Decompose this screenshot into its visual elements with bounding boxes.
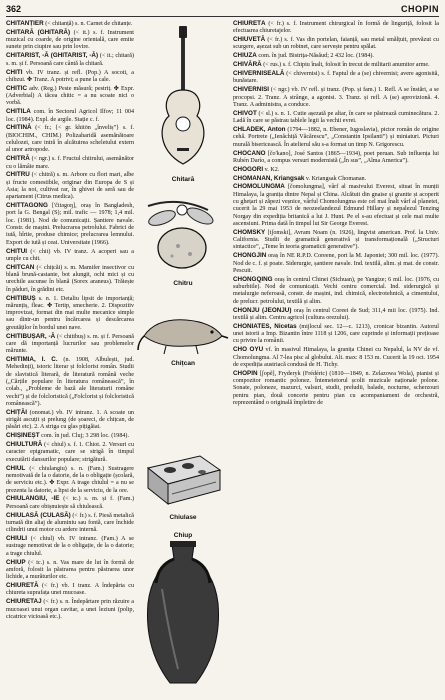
entry-definition: (< chitră) s. m. Arbore cu flori mari, albe și fructe comestibile, originar din Europa de S și Asia; la noi, cultivat rar, în ghivei de seră sau de apartament (Citrus medica). bbox=[6, 172, 134, 201]
entry-headword: CHONGQING bbox=[233, 275, 273, 283]
entry-headword: CHONJU (JEONJU) bbox=[233, 306, 292, 314]
entry-definition: (< rus.) s. f. Chipiu înalt, folosit în trecut de militarii anumitor arme. bbox=[263, 62, 430, 69]
dictionary-entry bbox=[233, 52, 439, 60]
dictionary-entry bbox=[233, 20, 439, 36]
entry-headword: CHITILA bbox=[6, 108, 31, 116]
entry-headword: CHIȘINEȘT bbox=[6, 432, 40, 440]
entry-headword: CHITRĂ bbox=[6, 155, 30, 163]
dictionary-entry bbox=[233, 110, 439, 126]
entry-headword: CHITCAN bbox=[6, 263, 35, 271]
entry-headword: CHITIC bbox=[6, 84, 27, 92]
entry-headword: CHITIBUȘ bbox=[6, 294, 36, 302]
entry-definition: [tʃomski], Avram Noam (n. 1926), lingvist american. Prof. la Univ. California. Studii de gramatică generativă și transformațională („Structuri sintactice”, „Teme în teoria gramaticii generative”). bbox=[233, 229, 439, 251]
entry-definition: vf. în masivul Himalaya, la granița Chinei cu Nepalul, la NV de vf. Chomolungma. Al 7-lea pisc al globului. Alt. max: 8 153 m. Cucerit la 19 oct. 1954 de expediția austriacă condusă de H. Tichy. bbox=[233, 347, 439, 368]
dictionary-entry bbox=[6, 29, 134, 52]
entry-headword: CHIȚĂI bbox=[6, 408, 27, 416]
entry-definition: com. în Sectorul Agricol Ilfov; 11 004 loc. (1984). Expl. de argile. Stație c. f. bbox=[6, 109, 134, 123]
entry-definition: (< sl.) s. n. 1. Cutie așezată pe altar, în care se păstrează cuminecătura. 2. Ladă în care se păstrau tablele legii la vechii evrei. bbox=[233, 110, 439, 125]
right-column bbox=[233, 20, 439, 695]
dictionary-entry bbox=[6, 171, 134, 201]
entry-definition: com. în jud. Bistrița-Năsăud; 2 432 loc. (1984). bbox=[258, 53, 374, 60]
dictionary-entry bbox=[6, 155, 134, 171]
shrew-illustration bbox=[136, 306, 230, 358]
entry-headword: CHIUP bbox=[6, 558, 26, 566]
dictionary-entry bbox=[233, 86, 439, 109]
entry-headword: CHITI bbox=[6, 68, 23, 76]
entry-definition: (< tc.) s. m. și f. (Fam.) Persoană care obișnuiește să chiulească. bbox=[6, 496, 134, 510]
entry-definition: (< tc.) s. n. Vas mare de lut în formă de amforă, folosit la păstrarea pentru păstrarea unor lichide, a murăturilor etc. bbox=[6, 559, 134, 581]
entry-definition: oraș în NE R.P.D. Coreene, port la M. Japoniei; 300 mil. loc. (1977). Nod de c. f. și poate. Siderurgie, șantiere navale. Ind. textilă, alim. și mat. de constr. Pescuit. bbox=[233, 253, 439, 274]
entry-headword: CHITUI bbox=[6, 247, 27, 255]
entry-headword: CHOGORI bbox=[233, 165, 264, 173]
entry-headword: CHOMOLUNGMA bbox=[233, 183, 285, 191]
entry-headword: CHIVĂRĂ bbox=[233, 61, 262, 69]
figure-caption: Chiup bbox=[173, 532, 193, 539]
entry-headword: CHITRU bbox=[6, 171, 30, 179]
entry-definition: v. Kriangsak Chomanan. bbox=[305, 175, 367, 182]
dictionary-entry bbox=[6, 69, 134, 85]
entry-definition: (< chiulangiu) s. n. (Fam.) Sustragere nemotivată de la o datorie, de la o obligație (școlară, de serviciu etc.). ✤ Expr. A trage chiulul = a nu se prezenta la datorie, a lipsi de la serviciu, de la ore. bbox=[6, 465, 134, 494]
dictionary-entry bbox=[6, 432, 134, 440]
entry-definition: (< chivernisi) s. f. Faptul de a (se) chivernisi; avere agonisită, bunăstare. bbox=[233, 71, 439, 85]
entry-definition: (< fr.) s. f. Instrument chirurgical în formă de linguriță, folosit la efectuarea chiuretajelor. bbox=[233, 21, 439, 35]
entry-headword: CHITIMIA, I. C. bbox=[6, 356, 58, 364]
figure-caption: Chitru bbox=[173, 280, 193, 287]
entry-definition: (< chițcăi) s. m. Mamifer insectivor cu blană brună-castanie, bot alungit, ochi mici și cu urechile ascunse în blană (Sorex araneus). Trăiește în păduri, în grădini etc. bbox=[6, 264, 134, 293]
entry-definition: ['čitəgoŋ], oraș în Bangladesh, port la G. Bengal (S); mil. trafic — 1978; 1,4 mil. loc. (1981). Nod de comunicații. Șantiere navale. Constr. de mașini. Prelucrarea petrolului. Fabrici de iută, hîrtie, produse chimice; prelucrarea lemnului. Export de iută și ceai. Universitate (1966). bbox=[6, 203, 134, 246]
amphora-illustration bbox=[138, 539, 228, 689]
entry-definition: (1794—1882, n. Ebener, Iugoslavia), pictor român de origine cehă. Portrete („Ienăchiță Văcărescu”, „Constantin Ipsilanti”) și miniaturi. Picturi murală bisericească. În atelierul său s-a format un timp N. Grigorescu. bbox=[233, 127, 439, 148]
entry-definition: (n. 1908, Albulești, jud. Mehedinți), istoric literar și folclorist român. Studii de slavistică literară, de literatură română veche („Cărțile populare în literatura românească”, în colab., „Probleme de bază ale literaturii române vechi”) și de folcloristică („Folclorist și folcloristică românească”). bbox=[6, 357, 134, 407]
cylinder-head-illustration bbox=[140, 448, 226, 512]
dictionary-entry bbox=[233, 150, 439, 166]
dictionary-entry bbox=[233, 36, 439, 52]
entry-headword: CHOMSKY bbox=[233, 228, 266, 236]
running-head: CHOPIN bbox=[400, 4, 439, 14]
entry-headword: CHITARĂ (GHITARĂ) bbox=[6, 28, 71, 36]
figure-amphora bbox=[135, 530, 231, 689]
figure-guitar bbox=[135, 24, 231, 183]
dictionary-entry bbox=[6, 582, 134, 598]
entry-definition: (< fr.) s. f. Vas din portelan, faianță, sau metal smălțuit, prevăzut cu scurgere, așezat sub un robinet, care servește pentru spălat. bbox=[233, 37, 439, 51]
dictionary-entry bbox=[6, 598, 134, 621]
entry-definition: adv. (Reg.) Peste măsură; pestriț. ✤ Expr. (Adverbial) A tăcea chitic = a nu scoate nici o vorbă. bbox=[6, 85, 134, 107]
entry-definition: (< chitanță) s. n. Carnet de chitanțe. bbox=[45, 21, 133, 27]
entry-headword: CHOPIN bbox=[233, 369, 258, 377]
entry-definition: oraș în centrul Coreei de Sud; 311,4 mii loc. (1975). Ind. textilă și alim. Centru agricol (cultura orezului). bbox=[233, 307, 439, 321]
figure-citron bbox=[135, 196, 231, 287]
entry-headword: CHITIBUȘAR, -Ă bbox=[6, 332, 56, 340]
dictionary-entry bbox=[6, 52, 134, 68]
dictionary-entry bbox=[233, 252, 439, 275]
figure-cylinder-head bbox=[135, 448, 231, 521]
dictionary-entry bbox=[233, 276, 439, 306]
entry-headword: CHOCANO bbox=[233, 149, 266, 157]
entry-headword: CHITANȚIER bbox=[6, 20, 44, 27]
dictionary-entry bbox=[6, 124, 134, 154]
dictionary-entry bbox=[6, 85, 134, 108]
entry-headword: CHIVERNISEALĂ bbox=[233, 70, 285, 78]
entry-definition: com. în jud. Cluj; 3 298 loc. (1984). bbox=[41, 433, 129, 440]
dictionary-entry bbox=[6, 409, 134, 432]
entry-headword: CHIVERNISI bbox=[233, 86, 270, 94]
entry-definition: (< fr.) s. n. Îndepărtare prin răzuire a mucoasei unui organ cavitar, a unei leziuni (polip, cicatrice vicioasă etc.). bbox=[6, 599, 134, 620]
entry-headword: CHITARIST, -Ă (GHITARIST, -Ă) bbox=[6, 52, 99, 60]
entry-headword: CHIURETAJ bbox=[6, 598, 42, 606]
entry-definition: (< fr.) s. f. Piesă metalică turnată din aliaj de aluminiu sau fontă, care închide cilindrii unui motor cu ardere internă. bbox=[6, 512, 134, 534]
dictionary-entry bbox=[6, 441, 134, 464]
entry-definition: (< it.) s. f. Instrument muzical cu coarde, de origine orientală, care emite sunete prin ciupire sau prin lovire. bbox=[6, 29, 134, 51]
entry-definition: oraș în centrul Chinei (Sichuan), pe Yangtze; 6 mil. loc. (1976, cu suburbiile). Nod de comunicații. Vechi centru comercial. Ind. siderurgică și metalurgie neferoasă, constr. de mașini, ind. chimică, electrotehnică, a cimentului, de prelucr. petrolului, textilă și alim. bbox=[233, 276, 439, 305]
entry-headword: CHIULASĂ (CULASĂ) bbox=[6, 511, 71, 519]
entry-definition: (< chit) vb. IV tranz. A acoperi sau a umple cu chit. bbox=[6, 248, 134, 262]
entry-headword: CHITINĂ bbox=[6, 124, 32, 132]
entry-definition: [čo'kano], José Santos (1865—1934), poet peruan. Sub influența lui Rubén Darío, a compus versuri modernistă („În sus”, „Alma America”). bbox=[233, 150, 439, 164]
entry-definition: (< it.; chitară) s. m. și f. Persoană care cântă la chitară. bbox=[6, 53, 134, 67]
entry-headword: CHIUVETĂ bbox=[233, 36, 266, 44]
dictionary-entry bbox=[6, 295, 134, 332]
dictionary-entry bbox=[6, 535, 134, 558]
dictionary-entry bbox=[6, 108, 134, 124]
figure-shrew bbox=[135, 306, 231, 367]
entry-headword: CHO OYU bbox=[233, 346, 264, 354]
dictionary-entry bbox=[6, 495, 134, 511]
dictionary-entry bbox=[6, 248, 134, 264]
entry-headword: CHITTAGONG bbox=[6, 202, 48, 210]
figure-caption: Chițcan bbox=[171, 360, 195, 367]
entry-definition: vb. IV tranz. și refl. (Pop.) A socoti, a chibzui. ✤ Tranz. A potrivi; a pune la cale. bbox=[6, 69, 134, 83]
page-number: 362 bbox=[6, 4, 22, 14]
dictionary-entry bbox=[233, 307, 439, 323]
dictionary-entry bbox=[233, 166, 439, 174]
entry-definition: (< fr.; {< gr. khitōn „înveliș”} s. f. (BIOCHIM., CHIM.) Polizaharidă asemănătoare celulozei, care intră în alcătuirea scheletului extern al unor artropode. bbox=[6, 125, 134, 154]
entry-headword: CHONIATES, Nicetas bbox=[233, 322, 297, 330]
citron-illustration bbox=[138, 196, 228, 278]
dictionary-entry bbox=[6, 356, 134, 408]
entry-headword: CHIUL bbox=[6, 464, 26, 472]
entry-headword: CHIULI bbox=[6, 535, 27, 543]
entry-definition: (< ngr.) s. f. Fructul chitrului, asemănător cu o lămâie mare. bbox=[6, 156, 134, 170]
entry-headword: CHIURETĂ bbox=[6, 582, 39, 590]
entry-definition: [ʃopẽ], Fryderyk (Frédéric) (1810—1849, n. Zelazowa Wola), pianist și compozitor romantic polonez. Întemeietorul școlii muzicale naționale polone. Sonate, poloneze, mazurci, valsuri, studii, preludii, balade, nocturne, scherzouri pentru pian, două concerte pentru pian cu acompaniament de orchestră, reprezentând o originală împletire de bbox=[233, 370, 439, 406]
dictionary-entry bbox=[233, 70, 439, 86]
entry-headword: CHONGJIN bbox=[233, 252, 267, 260]
dictionary-entry bbox=[233, 370, 439, 407]
entry-headword: CHIURETĂ bbox=[233, 20, 266, 27]
entry-definition: (< chiul) vb. IV intranz. (Fam.) A se sustrage nemotivat de la o obligație, de la o datorie; a trage chiulul. bbox=[6, 536, 134, 557]
figure-caption: Chitară bbox=[171, 176, 195, 183]
dictionary-entry bbox=[6, 264, 134, 294]
dictionary-entry bbox=[233, 61, 439, 69]
entry-definition: (< chitibuș) s. m. și f. Persoană care dă importanță lucrurilor sau problemelor mărunte. bbox=[6, 333, 134, 355]
entry-headword: CHIULTURĂ bbox=[6, 441, 43, 449]
left-column bbox=[6, 20, 134, 695]
dictionary-entry bbox=[233, 229, 439, 252]
header-rule bbox=[6, 16, 439, 17]
page-header bbox=[6, 4, 439, 16]
dictionary-entry bbox=[6, 333, 134, 356]
entry-definition: (< ngr.) vb. IV refl. și tranz. (Pop. și fam.) 1. Refl. A se înstări, a se procopsi. 2. Tranz. A strânge, a agonisi. 3. Tranz. și refl. A (se) aprovizionă. 4. Tranz. A administra, a conduce. bbox=[233, 87, 439, 108]
dictionary-entry bbox=[233, 183, 439, 228]
entry-headword: CHIVOT bbox=[233, 109, 257, 117]
dictionary-entry bbox=[6, 20, 134, 28]
entry-definition: (< fr.) vb. I tranz. A îndepărta cu chiureta suprafața unei mucoase. bbox=[6, 583, 134, 597]
dictionary-entry bbox=[6, 559, 134, 582]
entry-definition: v. K2. bbox=[264, 166, 280, 173]
dictionary-entry bbox=[233, 323, 439, 346]
dictionary-entry bbox=[233, 175, 439, 183]
guitar-illustration bbox=[153, 24, 213, 174]
entry-definition: s. n. 1. Detaliu lipsit de importanță; mărunțiș, fleac. ✤ Tertip, smecherie. 2. Dispozitiv improvizat, format din mai multe mecanice simple sau dintr-un pentru încărcarea și descărcarea greutăților în bordul unei nave. bbox=[6, 295, 134, 331]
figure-caption: Chiulase bbox=[169, 514, 197, 521]
figure-column bbox=[135, 20, 231, 695]
entry-definition: (< chiul) s. f. 1. Chiot. 2. Versuri cu caracter epigramatic, care se strigă în timpul executării dansurilor populare; strigătură. bbox=[6, 442, 134, 463]
dictionary-entry bbox=[6, 202, 134, 247]
dictionary-entry bbox=[233, 126, 439, 149]
entry-headword: CHLADEK, Anton bbox=[233, 126, 286, 134]
entry-headword: CHIUZA bbox=[233, 52, 257, 60]
entry-definition: [čomolungma], vârf al masivului Everest, situat în munții Himalaya, la granița dintre Nepal și China. Alcătuit din gnaise și granite și acoperit cu ghețari și zăpezi veșnice, vârful Chomolungma este cel mai înalt vârf al planetei, cucerit la 29 mai 1953 de neozeelandezul Edmund Hillary și nepalezul Tenzing Norgay din expediția britanică a lui J. Hunt. Pe el s-au efectuat și cele mai multe ascensiuni. Prima dată în timpul lui Sir George Everest. bbox=[233, 184, 439, 227]
entry-definition: (onomat.) vb. IV intranz. 1. A scoate un strigăt ascuțit și prelung (de șoareci, de chițcan, de păsări etc). 2. A striga cu glas pițigăiat. bbox=[6, 409, 134, 431]
dictionary-entry bbox=[6, 512, 134, 535]
entry-headword: CHOMANAN, Kriangsak bbox=[233, 174, 305, 182]
entry-headword: CHIULANGIU, -IE bbox=[6, 495, 60, 503]
entry-definition: (mijlocul sec. 12—c. 1213), cronicar bizantin. Autorul unei istorii a Imp. Bizantin între 1118 și 1206, care cuprinde și informații prețioase cu privire la românii. bbox=[233, 323, 439, 345]
dictionary-entry bbox=[233, 346, 439, 369]
dictionary-entry bbox=[6, 465, 134, 495]
